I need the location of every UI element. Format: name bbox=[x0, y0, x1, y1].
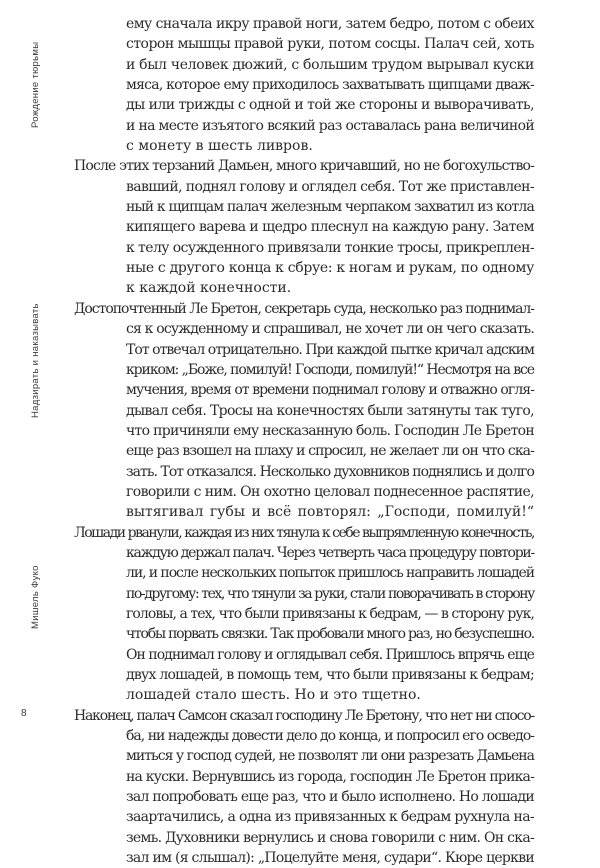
author-name: Мишель Фуко bbox=[30, 565, 41, 629]
text-line: зать. Тот отказался. Несколько духовников поднялись и долго bbox=[126, 463, 534, 480]
text-line: земь. Духовники вернулись и снова говорили с ним. Он ска- bbox=[126, 829, 534, 846]
text-line: ему сначала икру правой ноги, затем бедро, потом с обеих bbox=[126, 16, 534, 32]
text-line: что причиняли ему несказанную боль. Господин Ле Бретон bbox=[126, 422, 534, 439]
text-line: заартачились, а одна из привязанных к бедрам рухнула на- bbox=[126, 809, 534, 826]
text-line: и был человек дюжий, с большим трудом вырывал куски bbox=[126, 56, 534, 73]
text-line: миться у господ судей, не позволят ли они разрезать Дамьена bbox=[126, 748, 534, 765]
text-line: по-другому: тех, что тянули за руки, стали поворачивать в сторону bbox=[126, 585, 534, 602]
body-text bbox=[0, 14, 600, 868]
text-line: на куски. Вернувшись из города, господин Ле Бретон прика- bbox=[126, 768, 534, 785]
paragraph-first-line: Лошади рванули, каждая из них тянула к себе выпрямленную конечность, bbox=[74, 524, 534, 541]
text-line: сторон мышцы правой руки, потом сосцы. Палач сей, хоть bbox=[126, 36, 534, 53]
text-line: еще раз взошел на плаху и спросил, не желает ли он что ска- bbox=[126, 443, 534, 460]
text-line: ные с другого конца к сбруе: к ногам и рукам, по одному bbox=[126, 260, 534, 277]
text-line: чтобы порвать связки. Так пробовали много раз, но безуспешно. bbox=[126, 626, 534, 643]
text-line: криком: „Боже, помилуй! Господи, помилуй!“ Несмотря на все bbox=[126, 361, 534, 378]
text-line: головы, а тех, что были привязаны к бедрам, — в сторону рук, bbox=[126, 605, 534, 622]
page-number: 8 bbox=[21, 708, 27, 719]
text-line: каждую держал палач. Через четверть часа процедуру повтори- bbox=[126, 544, 535, 561]
text-line: зал попробовать еще раз, что и было исполнено. Но лошади bbox=[126, 789, 535, 806]
text-line: к каждой конечности. bbox=[126, 280, 292, 297]
text-line: с монету в шесть ливров. bbox=[126, 138, 313, 155]
text-line: кипящего варева и щедро плеснул на каждую рану. Затем bbox=[126, 219, 534, 236]
text-line: дывал себя. Тросы на конечностях были затянуты так туго, bbox=[126, 402, 534, 419]
text-line: мяса, которое ему приходилось захватывать щипцами дваж- bbox=[126, 77, 534, 94]
text-line: ный к щипцам палач железным черпаком захватил из котла bbox=[126, 199, 534, 216]
text-line: к телу осужденного привязали тонкие тросы, прикреплен- bbox=[126, 239, 534, 256]
text-line: ды или трижды с одной и той же стороны и выворачивать, bbox=[126, 97, 534, 114]
text-line: ся к осужденному и спрашивал, не хочет ли он чего сказать. bbox=[126, 321, 534, 338]
text-line: вавший, поднял голову и оглядел себя. Тот же приставлен- bbox=[126, 178, 534, 195]
paragraph-first-line: Наконец, палач Самсон сказал господину Ле Бретону, что нет ни спосо- bbox=[74, 707, 534, 724]
text-line: и на месте изъятого всякий раз оставалась рана величиной bbox=[126, 117, 534, 134]
text-line: мучения, время от времени поднимал голову и отважно огля- bbox=[126, 382, 534, 399]
text-line: Он поднимал голову и оглядывал себя. Пришлось впрячь еще bbox=[126, 646, 534, 663]
paragraph-first-line: После этих терзаний Дамьен, много кричавший, но не богохульство- bbox=[74, 158, 534, 175]
text-line: ба, ни надежды довести дело до конца, и попросил его осведо- bbox=[126, 728, 534, 745]
running-title-top: Рождение тюрьмы bbox=[30, 41, 41, 128]
text-line: говорили с ним. Он охотно целовал поднесенное распятие, bbox=[126, 483, 534, 500]
text-line: двух лошадей, в помощь тем, что были привязаны к бедрам; bbox=[126, 667, 534, 683]
text-line: лошадей стало шесть. Но и это тщетно. bbox=[126, 687, 421, 704]
paragraph-first-line: Достопочтенный Ле Бретон, секретарь суда, несколько раз поднимал- bbox=[74, 300, 534, 317]
text-line: вытягивал губы и всё повторял: „Господи, помилуй!“ bbox=[126, 504, 534, 521]
running-title-middle: Надзирать и наказывать bbox=[30, 303, 41, 418]
text-line: Тот отвечал отрицательно. При каждой пытке кричал адским bbox=[126, 341, 534, 358]
text-line: ли, и после нескольких попыток пришлось направить лошадей bbox=[126, 565, 534, 582]
text-line: зал им (я слышал): „Поцелуйте меня, судари“. Кюре церкви bbox=[126, 850, 534, 867]
